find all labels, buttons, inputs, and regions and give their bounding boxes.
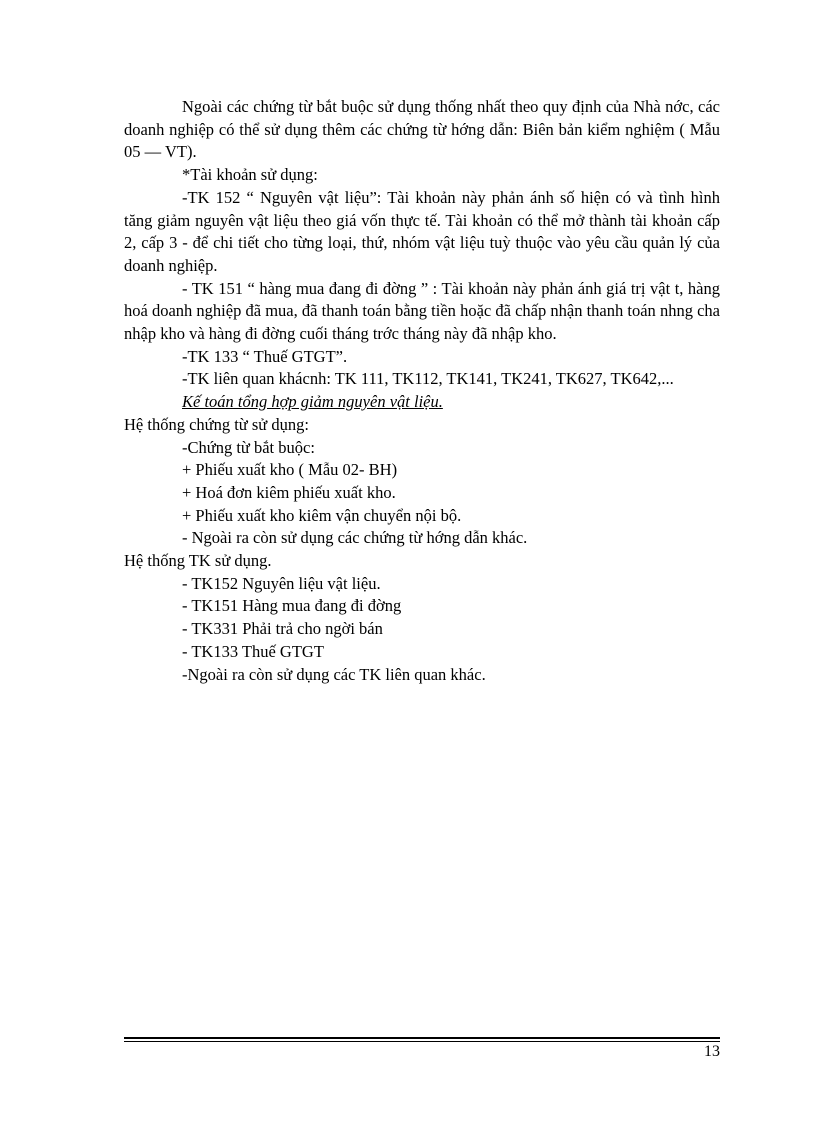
list-item: - TK133 Thuế GTGT [182,641,324,661]
footer-rule-thick [124,1037,720,1039]
list-item: + Phiếu xuất kho ( Mẫu 02- BH) [182,460,398,480]
footer-rule-thin [124,1041,720,1042]
list-item: + Hoá đơn kiêm phiếu xuất kho. [182,482,396,502]
paragraph-tk152: -TK 152 “ Nguyên vật liệu”: Tài khoản này phản ánh số hiện có và tình hình tăng giảm nguyên vật liệu theo giá vốn thực tế. Tài khoản có thể mở thành tài khoản cấp 2, cấp 3 - để chi tiết cho từng loại, thứ, nhóm vật liệu tuỳ thuộc vào yêu cầu quản lý của doanh nghiệp. [124,187,720,275]
paragraph-tk151: - TK 151 “ hàng mua đang đi đờng ” : Tài khoản này phản ánh giá trị vật t, hàng hoá doanh nghiệp đã mua, đã thanh toán bằng tiền hoặc đã chấp nhận thanh toán nhng cha nhập kho và hàng đi đờng cuối tháng trớc tháng này đã nhập kho. [124,278,720,344]
list-item: + Phiếu xuất kho kiêm vận chuyển nội bộ. [182,505,462,525]
list-item: - TK151 Hàng mua đang đi đờng [182,596,402,616]
paragraph-related-accounts: -TK liên quan khácnh: TK 111, TK112, TK141, TK241, TK627, TK642,... [182,369,674,389]
heading-accounts-used: *Tài khoản sử dụng: [182,165,318,185]
list-item: -Ngoài ra còn sử dụng các TK liên quan khác. [182,664,486,684]
list-item: - Ngoài ra còn sử dụng các chứng từ hớng dẫn khác. [182,528,528,548]
document-body [124,96,720,686]
page-number: 13 [704,1043,720,1060]
paragraph-intro: Ngoài các chứng từ bắt buộc sử dụng thống nhất theo quy định của Nhà nớc, các doanh nghiệp có thể sử dụng thêm các chứng từ hớng dẫn: Biên bản kiểm nghiệm ( Mẫu 05 — VT). [124,97,720,162]
list-item: -Chứng từ bắt buộc: [182,437,315,457]
list-item: - TK331 Phải trả cho ngời bán [182,619,383,639]
list-item: - TK152 Nguyên liệu vật liệu. [182,573,381,593]
heading-accounts-system: Hệ thống TK sử dụng. [124,551,272,571]
paragraph-tk133: -TK 133 “ Thuế GTGT”. [182,346,348,366]
heading-documents-system: Hệ thống chứng từ sử dụng: [124,414,309,434]
section-heading: Kế toán tổng hợp giảm nguyên vật liệu. [182,392,443,412]
